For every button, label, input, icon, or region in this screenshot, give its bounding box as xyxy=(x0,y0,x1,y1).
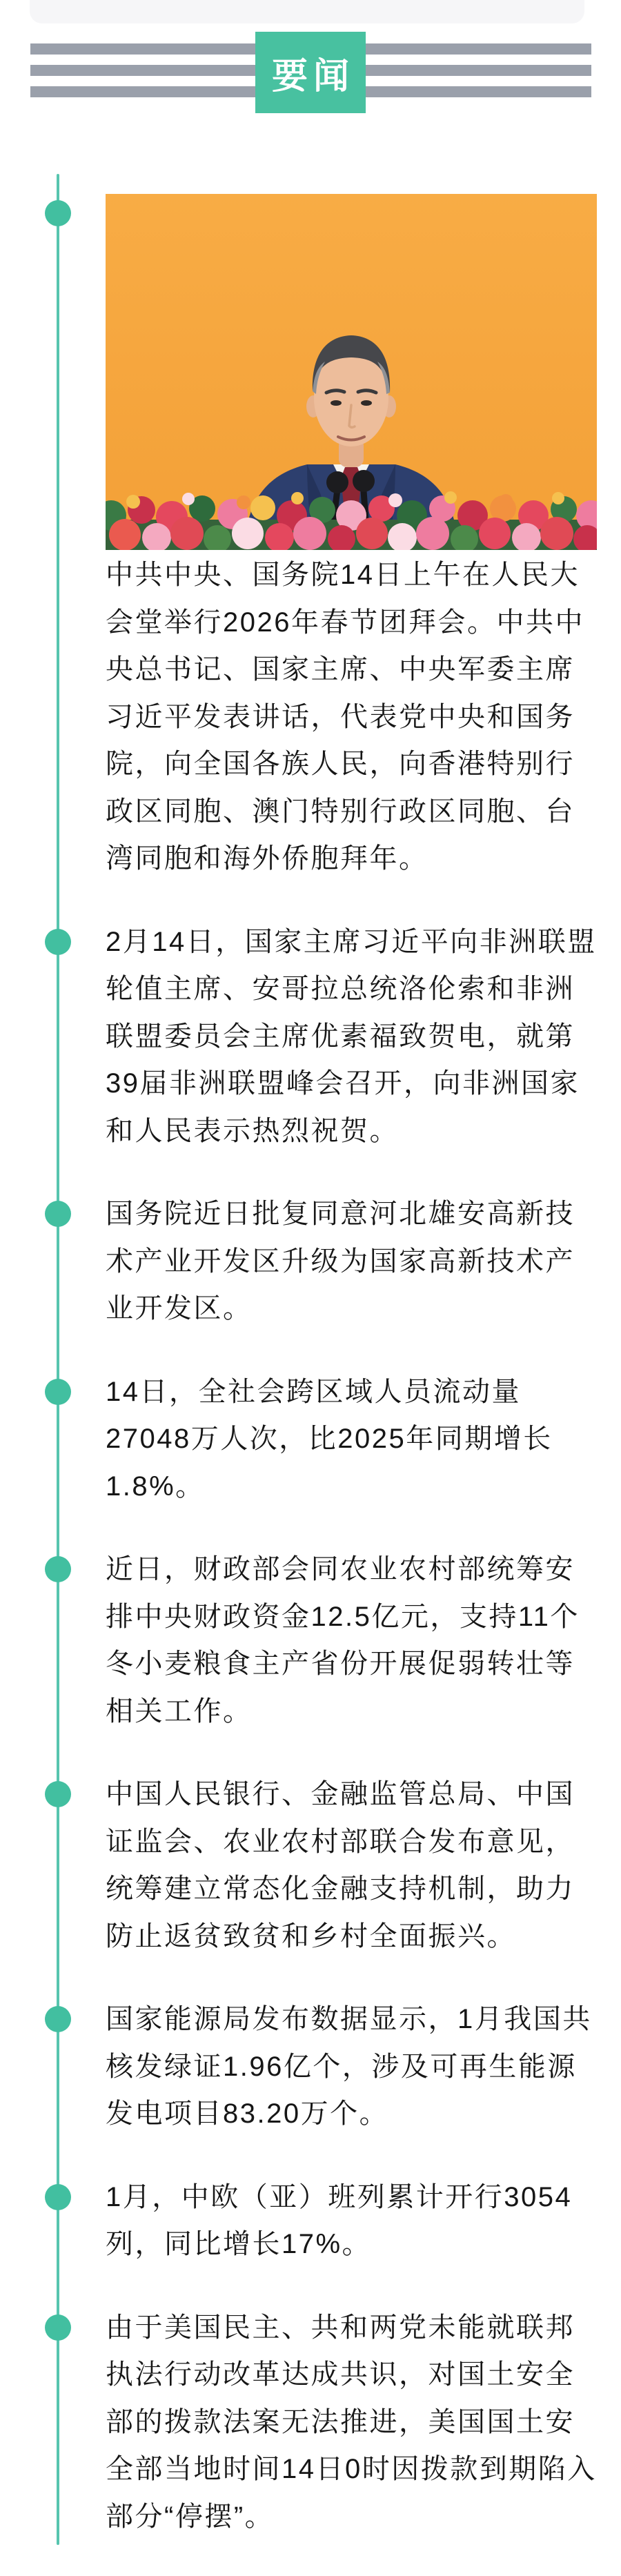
news-item xyxy=(106,194,597,883)
news-text: 2月14日，国家主席习近平向非洲联盟轮值主席、安哥拉总统洛伦索和非洲联盟委员会主席优素福致贺电，就第39届非洲联盟峰会召开，向非洲国家和人民表示热烈祝贺。 xyxy=(106,926,597,1146)
section-badge xyxy=(255,32,366,113)
timeline-dot xyxy=(45,2314,71,2341)
timeline-dot xyxy=(45,1556,71,1582)
news-item xyxy=(106,2304,597,2541)
news-text: 14日，全社会跨区域人员流动量27048万人次，比2025年同期增长1.8%。 xyxy=(106,1376,553,1502)
news-item xyxy=(106,918,597,1155)
timeline-dot xyxy=(45,200,71,226)
timeline-dot xyxy=(45,2006,71,2032)
timeline-dot xyxy=(45,2184,71,2210)
timeline-dot xyxy=(45,1201,71,1227)
news-text: 由于美国民主、共和两党未能就联邦执法行动改革达成共识，对国土安全部的拨款法案无法推进，美国国土安全部当地时间14日0时因拨款到期陷入部分“停摆”。 xyxy=(106,2312,597,2532)
section-badge-label: 要闻 xyxy=(271,56,355,97)
news-item xyxy=(106,2174,597,2268)
news-item xyxy=(106,1190,597,1333)
news-item xyxy=(106,1996,597,2138)
timeline-dot xyxy=(45,1379,71,1405)
news-list xyxy=(0,194,621,2576)
news-item xyxy=(106,1546,597,1735)
festival-photo[interactable] xyxy=(106,194,597,550)
news-text: 国家能源局发布数据显示，1月我国共核发绿证1.96亿个，涉及可再生能源发电项目83.20万个。 xyxy=(106,2004,592,2129)
festival-photo-illustration xyxy=(106,194,597,550)
news-text: 中共中央、国务院14日上午在人民大会堂举行2026年春节团拜会。中共中央总书记、国家主席、中央军委主席习近平发表讲话，代表党中央和国务院，向全国各族人民，向香港特别行政区同胞、澳门特别行政区同胞、台湾同胞和海外侨胞拜年。 xyxy=(106,560,584,874)
timeline-dot xyxy=(45,1781,71,1807)
timeline-dot xyxy=(45,929,71,955)
news-item xyxy=(106,1368,597,1511)
news-text: 中国人民银行、金融监管总局、中国证监会、农业农村部联合发布意见，统筹建立常态化金融支持机制，助力防止返贫致贫和乡村全面振兴。 xyxy=(106,1779,575,1951)
news-item xyxy=(106,1771,597,1960)
news-text: 1月，中欧（亚）班列累计开行3054列，同比增长17%。 xyxy=(106,2181,573,2259)
previous-card-tail xyxy=(30,0,584,23)
news-text: 国务院近日批复同意河北雄安高新技术产业开发区升级为国家高新技术产业开发区。 xyxy=(106,1199,575,1324)
news-text: 近日，财政部会同农业农村部统筹安排中央财政资金12.5亿元，支持11个冬小麦粮食主产省份开展促弱转壮等相关工作。 xyxy=(106,1554,580,1727)
